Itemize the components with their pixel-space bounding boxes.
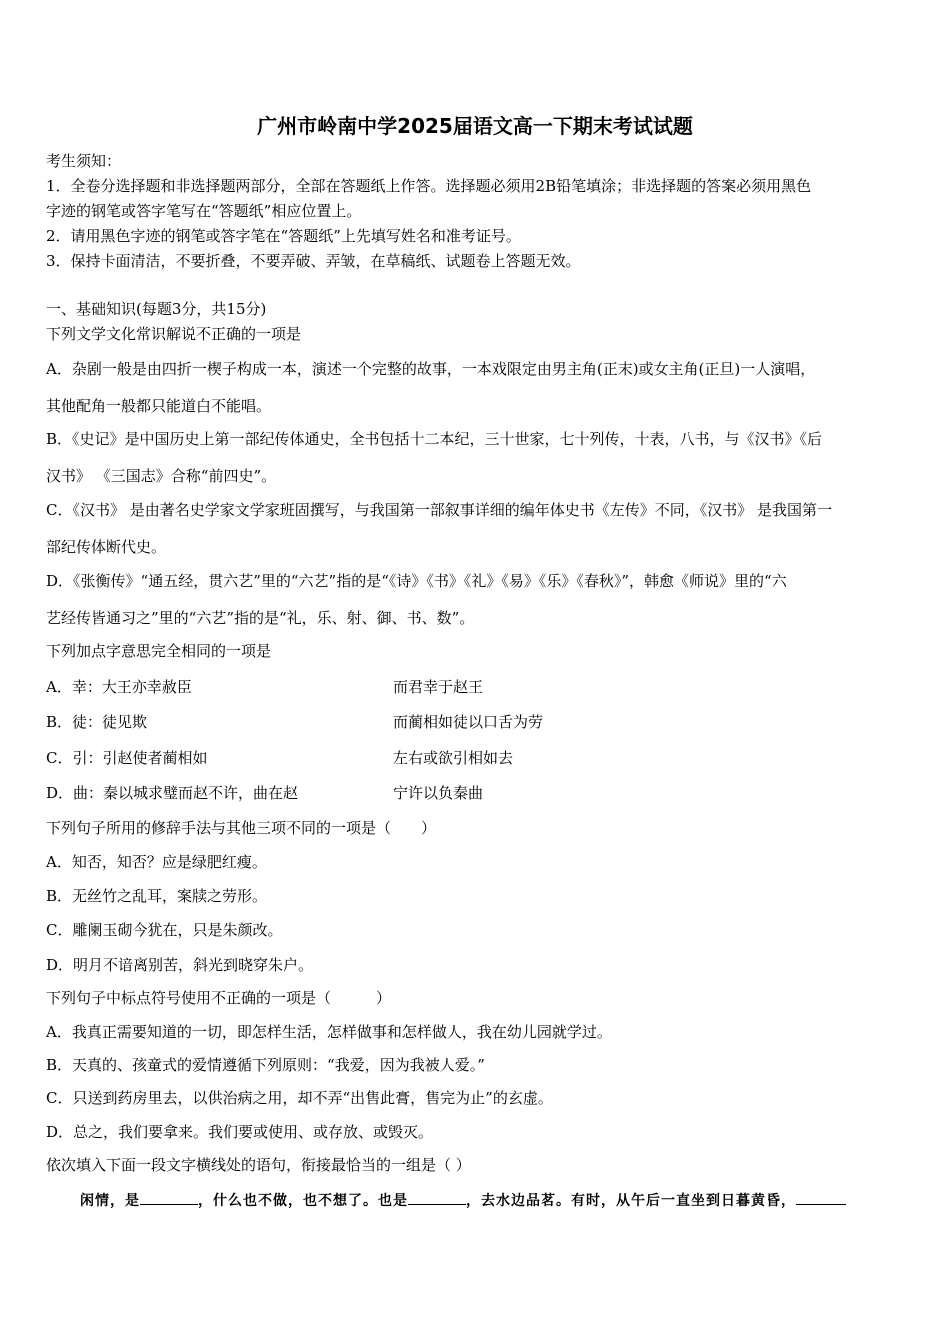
q4-option-a: A．我真正需要知道的一切，即怎样生活，怎样做事和怎样做人，我在幼儿园就学过。 xyxy=(46,1023,612,1041)
q1-option-d-line2: 艺经传皆通习之”里的“六艺”指的是“礼，乐、射、御、书、数”。 xyxy=(46,609,475,627)
q5-stem: 依次填入下面一段文字横线处的语句，衔接最恰当的一组是（ ） xyxy=(46,1156,471,1174)
q5-blank-1 xyxy=(140,1188,198,1205)
notice-item-1: 1．全卷分选择题和非选择题两部分，全部在答题纸上作答。选择题必须用2B铅笔填涂；非选择题的答案必须用黑色 xyxy=(46,177,812,195)
q4-option-d: D．总之，我们要拿来。我们要或使用、或存放、或毁灭。 xyxy=(46,1123,434,1141)
q1-option-a-line1: A．杂剧一般是由四折一楔子构成一本，演述一个完整的故事，一本戏限定由男主角(正末)或女主角(正旦)一人演唱， xyxy=(46,360,816,378)
q2-option-d-right: 宁许以负秦曲 xyxy=(393,784,484,802)
q3-stem: 下列句子所用的修辞手法与其他三项不同的一项是（ ） xyxy=(46,819,437,837)
notice-item-3: 3．保持卡面清洁，不要折叠，不要弄破、弄皱，在草稿纸、试题卷上答题无效。 xyxy=(46,252,581,270)
q4-option-b: B．天真的、孩童式的爱情遵循下列原则：“我爱，因为我被人爱。” xyxy=(46,1056,485,1074)
q5-passage-line xyxy=(80,1188,906,1212)
q2-option-a-left: A．幸：大王亦幸赦臣 xyxy=(46,678,192,696)
q5-passage-part-3: ，去水边品茗。有时，从午后一直坐到日暮黄昏， xyxy=(466,1193,796,1209)
q1-stem: 下列文学文化常识解说不正确的一项是 xyxy=(46,325,302,343)
q5-passage-part-1: 闲情，是 xyxy=(80,1193,140,1209)
q5-passage-part-2: ，什么也不做，也不想了。也是 xyxy=(198,1193,408,1209)
q1-option-b-line2: 汉书》 《三国志》合称“前四史”。 xyxy=(46,467,277,485)
q1-option-c-line1: C．《汉书》 是由著名史学家文学家班固撰写，与我国第一部叙事详细的编年体史书《左传》不同，《汉书》 是我国第一 xyxy=(46,501,833,519)
q1-option-b-line1: B．《史记》是中国历史上第一部纪传体通史，全书包括十二本纪，三十世家，七十列传，十表，八书，与《汉书》《后 xyxy=(46,430,823,448)
section-1-heading: 一、基础知识(每题3分，共15分) xyxy=(46,300,267,318)
q1-option-a-line2: 其他配角一般都只能道白不能唱。 xyxy=(46,397,272,415)
q5-blank-3 xyxy=(796,1188,846,1205)
q3-option-c: C．雕阑玉砌今犹在，只是朱颜改。 xyxy=(46,921,283,939)
q2-option-b-right: 而蔺相如徒以口舌为劳 xyxy=(393,713,544,731)
q5-blank-2 xyxy=(408,1188,466,1205)
exam-title: 广州市岭南中学2025届语文高一下期末考试试题 xyxy=(257,114,693,138)
q4-option-c: C．只送到药房里去，以供治病之用，却不弄“出售此膏，售完为止”的玄虚。 xyxy=(46,1089,553,1107)
q1-option-d-line1: D．《张衡传》“通五经，贯六艺”里的“六艺”指的是“《诗》《书》《礼》《易》《乐》《春秋》”，韩愈《师说》里的“六 xyxy=(46,572,787,590)
q2-option-d-left: D．曲：秦以城求璧而赵不许，曲在赵 xyxy=(46,784,299,802)
q2-stem: 下列加点字意思完全相同的一项是 xyxy=(46,642,272,660)
q3-option-b: B．无丝竹之乱耳，案牍之劳形。 xyxy=(46,887,268,905)
q2-option-b-left: B．徒：徒见欺 xyxy=(46,713,148,731)
q2-option-c-left: C．引：引赵使者蔺相如 xyxy=(46,749,208,767)
notice-item-2: 2．请用黑色字迹的钢笔或答字笔在“答题纸”上先填写姓名和准考证号。 xyxy=(46,227,521,245)
q3-option-a: A．知否，知否？应是绿肥红瘦。 xyxy=(46,853,267,871)
q1-option-c-line2: 部纪传体断代史。 xyxy=(46,538,167,556)
q2-option-a-right: 而君幸于赵王 xyxy=(393,678,484,696)
notice-item-1-cont: 字迹的钢笔或答字笔写在“答题纸”相应位置上。 xyxy=(46,202,362,220)
q3-option-d: D．明月不谙离别苦，斜光到晓穿朱户。 xyxy=(46,956,314,974)
q2-option-c-right: 左右或欲引相如去 xyxy=(393,749,514,767)
q4-stem: 下列句子中标点符号使用不正确的一项是（ ） xyxy=(46,989,392,1007)
notice-heading: 考生须知： xyxy=(46,152,122,170)
